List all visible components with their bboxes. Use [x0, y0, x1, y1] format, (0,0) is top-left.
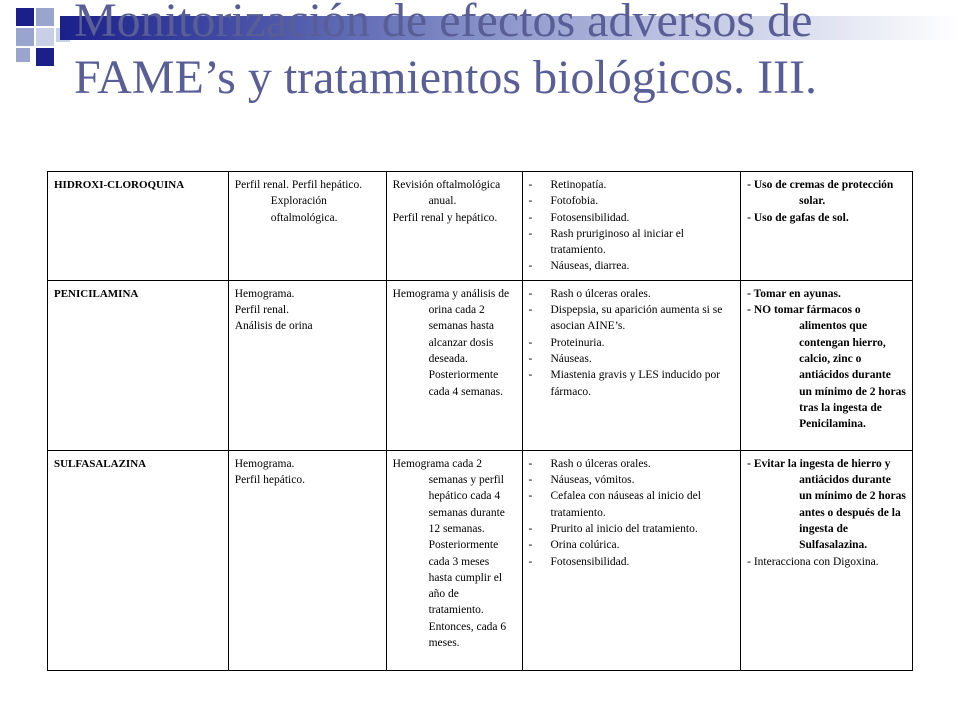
monitoring-schedule-line: Perfil renal y hepático.	[392, 211, 498, 224]
adverse-effect-item	[529, 521, 735, 537]
adverse-effect-item	[529, 367, 735, 400]
baseline-tests-line: Perfil renal.	[234, 304, 290, 317]
recommendations	[741, 172, 913, 281]
adverse-effect-text: Rash o úlceras orales.	[550, 287, 651, 300]
baseline-tests-line: Hemograma.	[234, 457, 295, 470]
adverse-effect-text: Orina colúrica.	[550, 539, 620, 552]
table-row	[48, 172, 913, 281]
adverse-effect-item	[529, 210, 735, 226]
deco-square	[16, 8, 34, 26]
dash-bullet: -	[528, 287, 533, 300]
table-row	[48, 280, 913, 450]
adverse-effect-text: Fotofobia.	[550, 195, 599, 208]
baseline-tests-line: Perfil hepático.	[234, 474, 305, 487]
dash-bullet: -	[528, 555, 533, 568]
monitoring-schedule-line: Hemograma cada 2 semanas y perfil hepático cada 4 semanas durante 12 semanas. Posteriormente cada 3 meses hasta cumplir el año de tratamiento. Entonces, cada 6 meses.	[392, 457, 507, 650]
baseline-tests	[228, 450, 386, 670]
adverse-effect-text: Náuseas, vómitos.	[550, 474, 635, 487]
adverse-effects	[522, 450, 741, 670]
baseline-tests-line: Análisis de orina	[234, 320, 313, 333]
dash-bullet: -	[528, 211, 533, 224]
adverse-effect-item	[529, 554, 735, 570]
recommendation-item: - Uso de gafas de sol.	[747, 211, 849, 224]
drug-name: PENICILAMINA	[48, 280, 229, 450]
recommendation-item: - Evitar la ingesta de hierro y antiácidos durante un mínimo de 2 horas antes o después de la ingesta de Sulfasalazina.	[747, 457, 906, 552]
dash-bullet: -	[528, 227, 533, 240]
deco-square	[36, 48, 54, 66]
baseline-tests	[228, 280, 386, 450]
deco-square	[16, 28, 34, 46]
adverse-effect-text: Miastenia gravis y LES inducido por fármaco.	[550, 369, 721, 398]
monitoring-schedule-line: Revisión oftalmológica anual.	[392, 179, 501, 208]
adverse-effect-item	[529, 226, 735, 259]
adverse-effect-item	[529, 258, 735, 274]
recommendation-item: - NO tomar fármacos o alimentos que contengan hierro, calcio, zinc o antiácidos durante un mínimo de 2 horas tras la ingesta de Penicilamina.	[747, 304, 906, 431]
adverse-effects	[522, 172, 741, 281]
adverse-effect-text: Fotosensibilidad.	[550, 555, 630, 568]
adverse-effect-item	[529, 335, 735, 351]
monitoring-schedule	[386, 450, 522, 670]
adverse-effect-text: Cefalea con náuseas al inicio del tratamiento.	[550, 490, 701, 519]
adverse-effect-text: Rash pruriginoso al iniciar el tratamiento.	[550, 227, 684, 257]
adverse-effect-text: Prurito al inicio del tratamiento.	[550, 522, 698, 535]
adverse-effect-text: Retinopatía.	[550, 179, 607, 191]
dash-bullet: -	[528, 457, 533, 470]
adverse-effect-item	[529, 286, 735, 302]
adverse-effect-item	[529, 193, 735, 209]
adverse-effect-item	[529, 177, 735, 193]
monitoring-table	[47, 171, 913, 671]
adverse-effect-text: Proteinuria.	[550, 336, 605, 349]
dash-bullet: -	[528, 260, 533, 273]
baseline-tests-line: Hemograma.	[234, 287, 295, 300]
recommendations	[741, 450, 913, 670]
adverse-effect-item	[529, 351, 735, 367]
monitoring-schedule	[386, 280, 522, 450]
dash-bullet: -	[528, 474, 533, 487]
deco-square	[36, 8, 54, 26]
dash-bullet: -	[528, 490, 533, 503]
adverse-effects	[522, 280, 741, 450]
dash-bullet: -	[528, 336, 533, 349]
adverse-effect-item	[529, 537, 735, 553]
adverse-effect-item	[529, 456, 735, 472]
deco-square	[16, 48, 30, 62]
recommendations	[741, 280, 913, 450]
adverse-effect-item	[529, 302, 735, 335]
adverse-effect-text: Náuseas.	[550, 352, 592, 365]
drug-name: SULFASALAZINA	[48, 450, 229, 670]
dash-bullet: -	[528, 539, 533, 552]
dash-bullet: -	[528, 369, 533, 382]
recommendation-item: - Interacciona con Digoxina.	[747, 555, 879, 568]
slide-title: Monitorización de efectos adversos de FAME’s y tratamientos biológicos. III.	[74, 0, 818, 104]
adverse-effect-text: Náuseas, diarrea.	[550, 260, 630, 273]
recommendation-item: - Uso de cremas de protección solar.	[747, 179, 894, 208]
adverse-effect-item	[529, 488, 735, 521]
baseline-tests	[228, 172, 386, 281]
table-row	[48, 450, 913, 670]
adverse-effect-item	[529, 472, 735, 488]
dash-bullet: -	[528, 522, 533, 535]
deco-square	[36, 28, 54, 46]
dash-bullet: -	[528, 304, 533, 317]
drug-name: HIDROXI-CLOROQUINA	[48, 172, 229, 281]
adverse-effect-text: Fotosensibilidad.	[550, 211, 630, 224]
baseline-tests-line: Perfil renal. Perfil hepático. Exploración oftalmológica.	[234, 179, 363, 224]
dash-bullet: -	[528, 352, 533, 365]
adverse-effect-text: Dispepsia, su aparición aumenta si se asocian AINE’s.	[550, 304, 723, 333]
monitoring-schedule	[386, 172, 522, 281]
dash-bullet: -	[528, 195, 533, 208]
dash-bullet: -	[528, 179, 533, 191]
adverse-effect-text: Rash o úlceras orales.	[550, 457, 651, 470]
recommendation-item: - Tomar en ayunas.	[747, 287, 841, 300]
monitoring-schedule-line: Hemograma y análisis de orina cada 2 semanas hasta alcanzar dosis deseada. Posteriormente cada 4 semanas.	[392, 287, 510, 398]
